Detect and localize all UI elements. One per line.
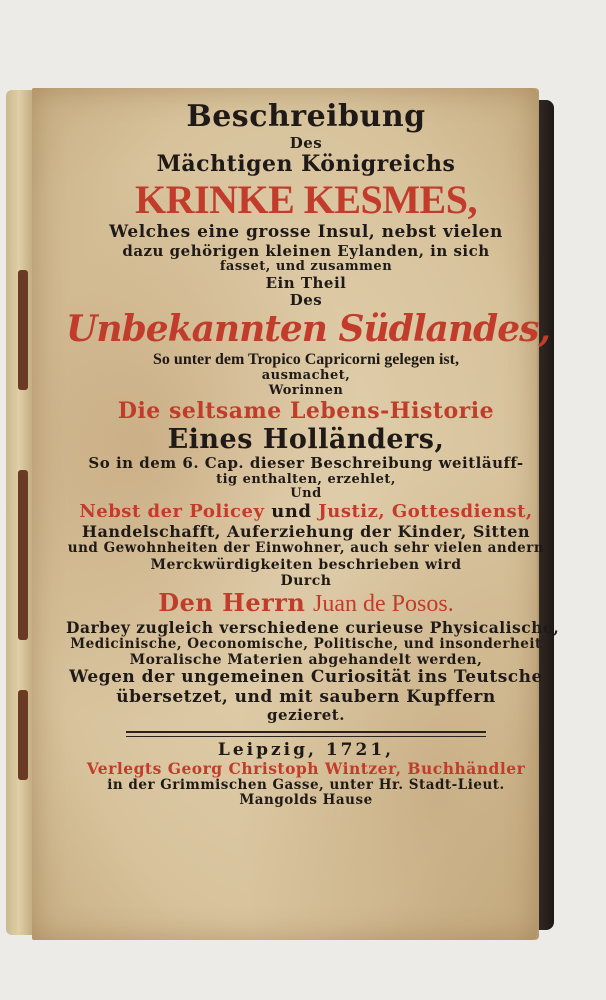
den-herrn-text: Den Herrn [158, 588, 306, 618]
subtitle-line: Moralische Materien abgehandelt werden, [129, 652, 483, 669]
word-des: Des [289, 133, 323, 152]
imprint-publisher-line [66, 760, 546, 778]
word-durch: Durch [280, 573, 332, 590]
title-krinke-kesmes: KRINKE KESMES, [135, 177, 477, 223]
author-name: Juan de Posos. [313, 591, 454, 618]
title-page [32, 88, 560, 940]
subtitle-line: So unter dem Tropico Capricorni gelegen ist, [153, 350, 459, 368]
subtitle-line: Handelschafft, Auferziehung der Kinder, Sitten [81, 522, 531, 542]
publisher-name: Georg Christoph Wintzer, [167, 759, 402, 779]
policey-text: Nebst der Policey [79, 501, 265, 523]
verlegts-text: Verlegts [86, 759, 162, 779]
author-line [66, 589, 546, 619]
subtitle-line: tig enthalten, erzehlet, [216, 471, 396, 487]
title-page-text [66, 94, 560, 809]
subtitle-line: Welches eine grosse Insul, nebst vielen [109, 222, 503, 243]
subtitle-line: Merckwürdigkeiten beschrieben wird [150, 557, 462, 573]
subtitle-line: gezieret. [267, 706, 345, 725]
subtitle-line: Wegen der ungemeinen Curiosität ins Teutsche [69, 667, 543, 688]
subtitle-line: Darbey zugleich verschiedene curieuse Physicalische, [66, 617, 560, 637]
subtitle-line: dazu gehörigen kleinen Eylanden, in sich [122, 241, 490, 260]
title-beschreibung: Beschreibung [186, 99, 426, 134]
buchhaendler-text: Buchhändler [407, 759, 526, 779]
title-unbekannten-suedlandes: Unbekannten Südlandes, [66, 308, 550, 351]
imprint-house: Mangolds Hause [239, 792, 373, 809]
spine-damage [18, 690, 28, 780]
word-des: Des [289, 291, 323, 310]
subtitle-line: Und [290, 486, 322, 502]
book [6, 80, 560, 940]
subtitle-line: ausmachet, [261, 368, 351, 384]
spine-damage [18, 470, 28, 640]
subtitle-line: So in dem 6. Cap. dieser Beschreibung weitläuff- [88, 454, 524, 473]
title-eines-hollaenders: Eines Holländers, [167, 424, 445, 456]
title-lebens-historie: Die seltsame Lebens-Historie [117, 397, 495, 424]
subtitle-line: und Gewohnheiten der Einwohner, auch sehr vielen andern [67, 540, 545, 557]
title-maechtigen-koenigreichs: Mächtigen Königreichs [156, 150, 456, 177]
divider-rule [126, 731, 486, 737]
spine-damage [18, 270, 28, 390]
subtitle-line: Medicinische, Oeconomische, Politische, und insonderheit [70, 635, 542, 652]
subtitle-line: fasset, und zusammen [219, 258, 393, 274]
imprint-place-year: Leipzig, 1721, [217, 739, 395, 760]
und-text: und [271, 501, 312, 523]
justiz-text: Justiz, Gottesdienst, [318, 501, 533, 523]
imprint-address: in der Grimmischen Gasse, unter Hr. Stadt-Lieut. [107, 776, 505, 793]
subtitle-line: Ein Theil [265, 273, 347, 292]
policey-line [66, 502, 546, 523]
subtitle-line: Worinnen [268, 383, 344, 398]
subtitle-line: übersetzet, und mit saubern Kupffern [116, 686, 496, 707]
